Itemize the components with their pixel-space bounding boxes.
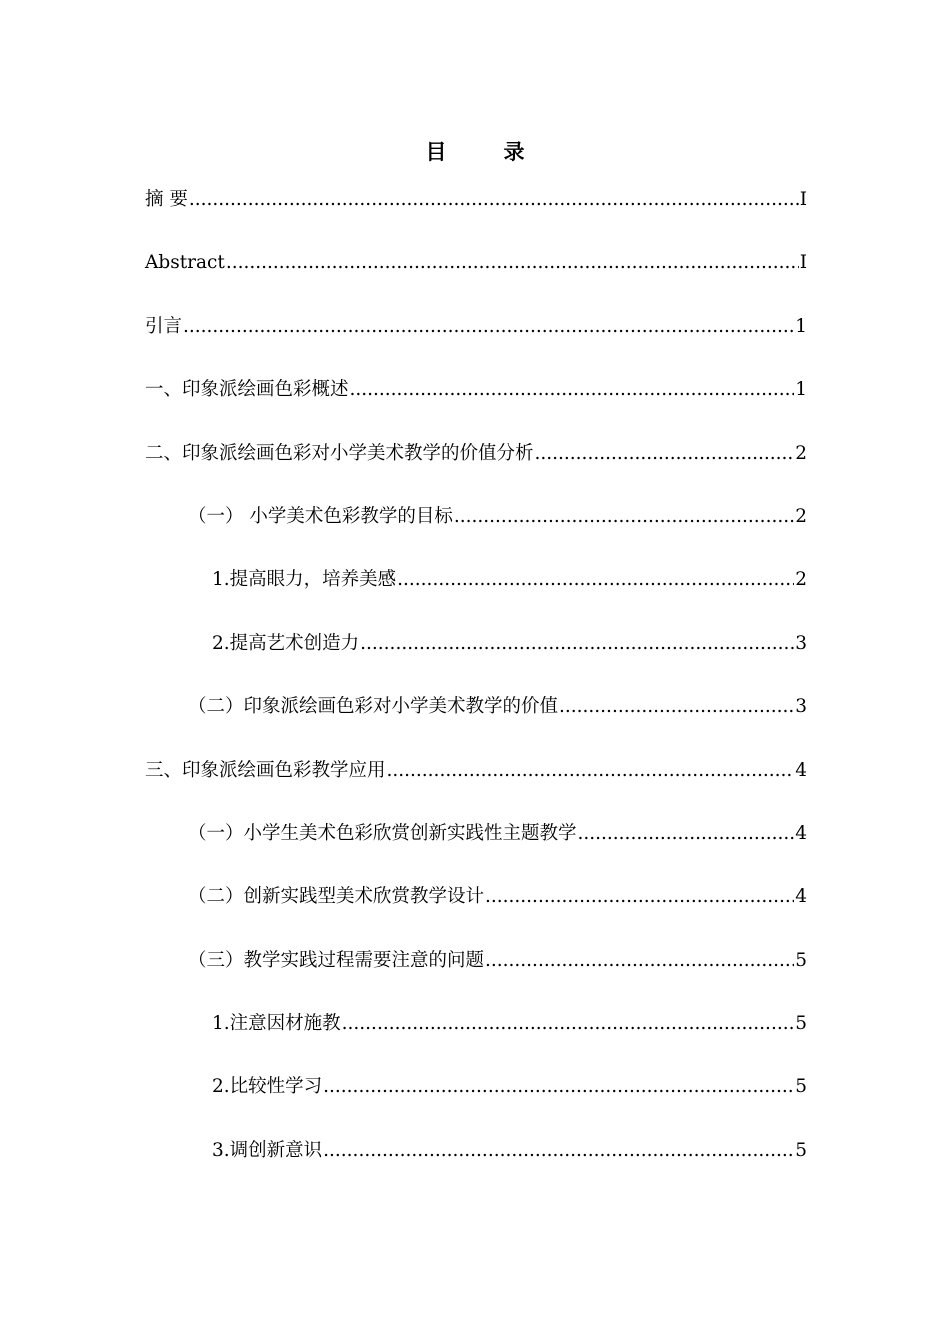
toc-entry-label: （二）印象派绘画色彩对小学美术教学的价值: [188, 696, 559, 718]
toc-entry-chapter-2[interactable]: [145, 438, 807, 501]
toc-page-number: 2: [795, 569, 807, 591]
toc-leader-dots: [183, 311, 794, 343]
toc-entry-introduction[interactable]: [145, 311, 807, 374]
toc-leader-dots: [387, 755, 795, 787]
toc-entry-label: 一、印象派绘画色彩概述: [145, 379, 349, 401]
toc-leader-dots: [360, 628, 794, 660]
toc-leader-dots: [485, 881, 794, 913]
toc-page-number: 5: [795, 1076, 807, 1098]
toc-entry-label: 三、印象派绘画色彩教学应用: [145, 759, 386, 781]
toc-leader-dots: [226, 247, 799, 279]
toc-entry-label: （二）创新实践型美术欣赏教学设计: [188, 886, 485, 908]
toc-entry-subsection-2-1-2[interactable]: [145, 628, 807, 691]
toc-entry-section-2-2[interactable]: [145, 691, 807, 754]
toc-entry-section-2-1[interactable]: [145, 501, 807, 564]
toc-entry-label: Abstract: [145, 252, 225, 274]
toc-leader-dots: [535, 438, 795, 470]
toc-entry-label: 1.提高眼力，培养美感: [212, 569, 397, 591]
toc-entry-section-3-2[interactable]: [145, 881, 807, 944]
toc-entry-label: 引言: [145, 315, 183, 337]
toc-page-number: 2: [795, 505, 807, 527]
toc-leader-dots: [397, 564, 794, 596]
toc-leader-dots: [342, 1008, 795, 1040]
toc-page-number: 5: [795, 1139, 807, 1161]
toc-entry-abstract-cn[interactable]: [145, 184, 807, 247]
toc-page-number: 3: [795, 696, 807, 718]
toc-entry-label: 摘 要: [145, 189, 188, 210]
toc-page-number: 3: [795, 632, 807, 654]
toc-leader-dots: [350, 374, 795, 406]
toc-entry-label: 1.注意因材施教: [212, 1013, 341, 1035]
toc-entry-abstract-en[interactable]: [145, 247, 807, 310]
toc-leader-dots: [559, 691, 794, 723]
toc-entry-section-3-1[interactable]: [145, 818, 807, 881]
toc-entry-label: （一）小学生美术色彩欣赏创新实践性主题教学: [188, 822, 577, 844]
toc-entry-subsection-3-3-3[interactable]: [145, 1135, 807, 1198]
toc-page-number: 2: [795, 442, 807, 464]
toc-entry-label: 2.比较性学习: [212, 1076, 323, 1098]
toc-page-number: 4: [795, 822, 807, 844]
toc-title: 目 录: [425, 139, 543, 164]
toc-entry-subsection-3-3-1[interactable]: [145, 1008, 807, 1071]
toc-leader-dots: [578, 818, 795, 850]
toc-page-number: 1: [795, 379, 807, 401]
toc-page-number: I: [799, 252, 807, 274]
toc-page-number: 4: [795, 886, 807, 908]
toc-entry-chapter-1[interactable]: [145, 374, 807, 437]
toc-entry-label: （一） 小学美术色彩教学的目标: [188, 505, 453, 527]
toc-leader-dots: [189, 184, 799, 216]
toc-leader-dots: [323, 1135, 794, 1167]
toc-leader-dots: [454, 501, 794, 533]
toc-list: [145, 184, 807, 1198]
toc-leader-dots: [323, 1071, 794, 1103]
toc-entry-label: 2.提高艺术创造力: [212, 632, 360, 654]
toc-page-number: 1: [795, 315, 807, 337]
toc-leader-dots: [485, 945, 794, 977]
toc-entry-chapter-3[interactable]: [145, 755, 807, 818]
toc-entry-subsection-3-3-2[interactable]: [145, 1071, 807, 1134]
toc-entry-label: （三）教学实践过程需要注意的问题: [188, 949, 485, 971]
toc-page-number: 4: [795, 759, 807, 781]
toc-entry-subsection-2-1-1[interactable]: [145, 564, 807, 627]
toc-entry-section-3-3[interactable]: [145, 945, 807, 1008]
toc-page-number: 5: [795, 1013, 807, 1035]
toc-page-number: I: [799, 189, 807, 210]
toc-page-number: 5: [795, 949, 807, 971]
toc-entry-label: 二、印象派绘画色彩对小学美术教学的价值分析: [145, 442, 534, 464]
toc-entry-label: 3.调创新意识: [212, 1139, 323, 1161]
